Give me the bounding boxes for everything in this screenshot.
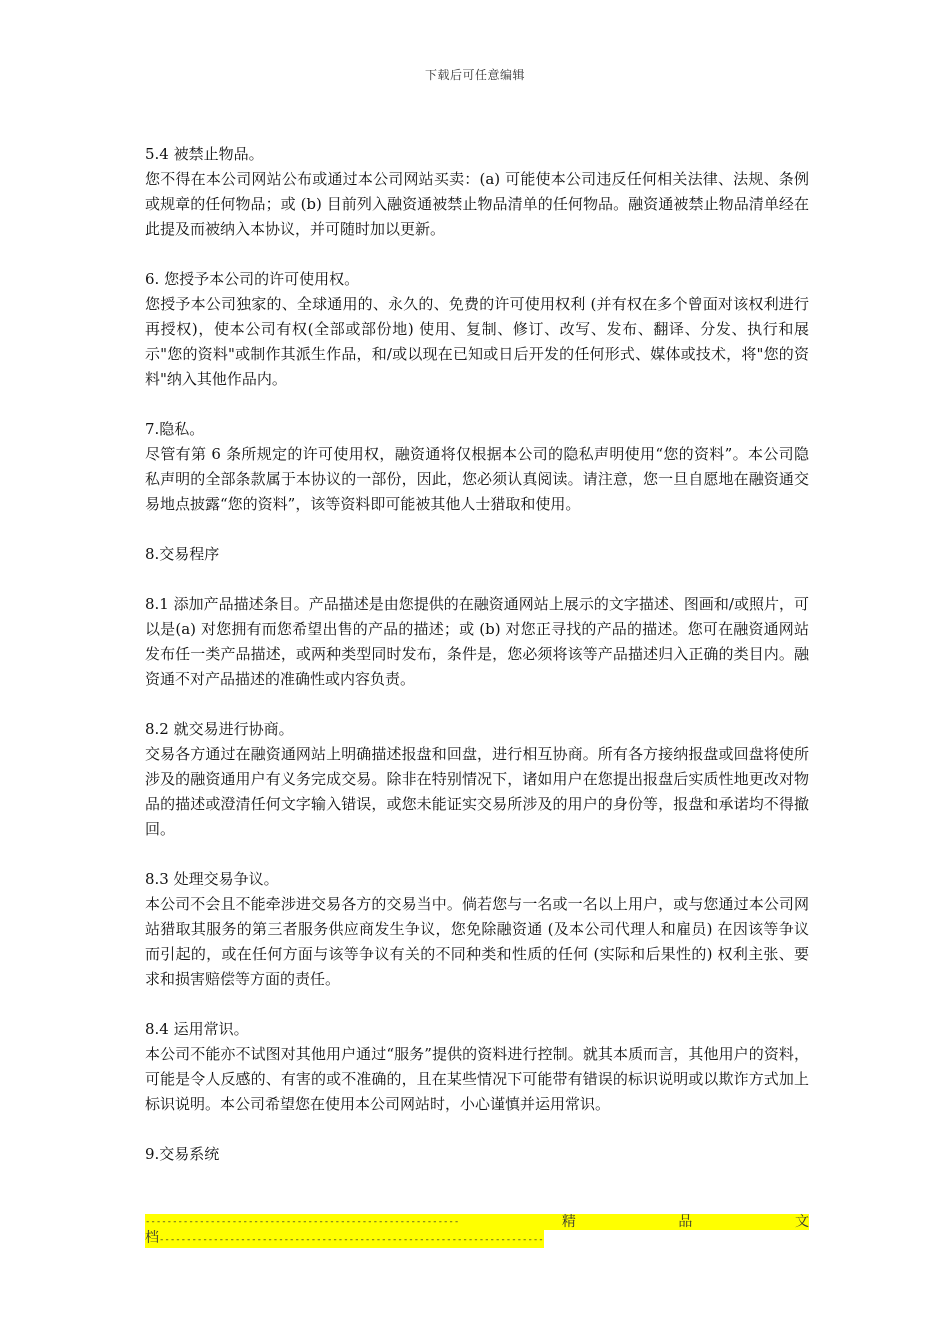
section-8-2: [145, 717, 809, 842]
document-body: [145, 142, 809, 1192]
section-8-3: [145, 867, 809, 992]
section-6: [145, 267, 809, 392]
section-title: 8.3 处理交易争议。: [145, 870, 279, 888]
section-title: 8.2 就交易进行协商。: [145, 720, 294, 738]
section-body: 交易各方通过在融资通网站上明确描述报盘和回盘，进行相互协商。所有各方接纳报盘或回盘将使所涉及的融资通用户有义务完成交易。除非在特别情况下，诸如用户在您提出报盘后实质性地更改对物品的描述或澄清任何文字输入错误，或您未能证实交易所涉及的用户的身份等，报盘和承诺均不得撤回。: [145, 745, 809, 838]
section-9: [145, 1142, 809, 1167]
section-title: 5.4 被禁止物品。: [145, 145, 264, 163]
footer-char: 文: [794, 1214, 809, 1230]
footer-dashes-left: ----------------------------------------------------------: [145, 1217, 460, 1227]
section-8-4: [145, 1017, 809, 1117]
section-8: [145, 542, 809, 567]
section-title: 8.交易程序: [145, 545, 220, 563]
footer-line-1: [145, 1214, 809, 1230]
footer-char: 档: [145, 1230, 159, 1246]
section-title: 9.交易系统: [145, 1145, 220, 1163]
section-body: 您不得在本公司网站公布或通过本公司网站买卖：(a) 可能使本公司违反任何相关法律、法规、条例或规章的任何物品；或 (b) 目前列入融资通被禁止物品清单的任何物品。融资通被禁止物品清单经在此提及而被纳入本协议，并可随时加以更新。: [145, 170, 809, 238]
section-7: [145, 417, 809, 517]
footer-char: 精: [561, 1214, 576, 1230]
page-footer: [145, 1214, 809, 1248]
section-body: 本公司不能亦不试图对其他用户通过“服务”提供的资料进行控制。就其本质而言，其他用户的资料，可能是令人反感的、有害的或不准确的，且在某些情况下可能带有错误的标识说明或以欺诈方式加上标识说明。本公司希望您在使用本公司网站时，小心谨慎并运用常识。: [145, 1045, 809, 1113]
footer-char: 品: [678, 1214, 693, 1230]
section-body: 尽管有第 6 条所规定的许可使用权，融资通将仅根据本公司的隐私声明使用“您的资料”。本公司隐私声明的全部条款属于本协议的一部份，因此，您必须认真阅读。请注意，您一旦自愿地在融资通交易地点披露“您的资料”，该等资料即可能被其他人士猎取和使用。: [145, 445, 809, 513]
section-body: 您授予本公司独家的、全球通用的、永久的、免费的许可使用权利 (并有权在多个曾面对该权利进行再授权)，使本公司有权(全部或部份地) 使用、复制、修订、改写、发布、翻译、分发、执行和展示"您的资料"或制作其派生作品，和/或以现在已知或日后开发的任何形式、媒体或技术，将"您的资料"纳入其他作品内。: [145, 295, 809, 388]
section-body: 本公司不会且不能牵涉进交易各方的交易当中。倘若您与一名或一名以上用户，或与您通过本公司网站猎取其服务的第三者服务供应商发生争议，您免除融资通 (及本公司代理人和雇员) 在因该等争议而引起的，或在任何方面与该等争议有关的不同种类和性质的任何 (实际和后果性的) 权利主张、要求和损害赔偿等方面的责任。: [145, 895, 809, 988]
section-8-1: [145, 592, 809, 692]
footer-line-2: [145, 1230, 544, 1248]
section-body: 8.1 添加产品描述条目。产品描述是由您提供的在融资通网站上展示的文字描述、图画和/或照片，可以是(a) 对您拥有而您希望出售的产品的描述；或 (b) 对您正寻找的产品的描述。您可在融资通网站发布任一类产品描述，或两种类型同时发布，条件是，您必须将该等产品描述归入正确的类目内。融资通不对产品描述的准确性或内容负责。: [145, 595, 809, 688]
page-header: 下载后可任意编辑: [424, 68, 525, 82]
section-title: 7.隐私。: [145, 420, 205, 438]
section-5-4: [145, 142, 809, 242]
footer-dashes-right: -----------------------------------------------------------------------: [159, 1235, 544, 1245]
section-title: 6. 您授予本公司的许可使用权。: [145, 270, 360, 288]
section-title: 8.4 运用常识。: [145, 1020, 249, 1038]
